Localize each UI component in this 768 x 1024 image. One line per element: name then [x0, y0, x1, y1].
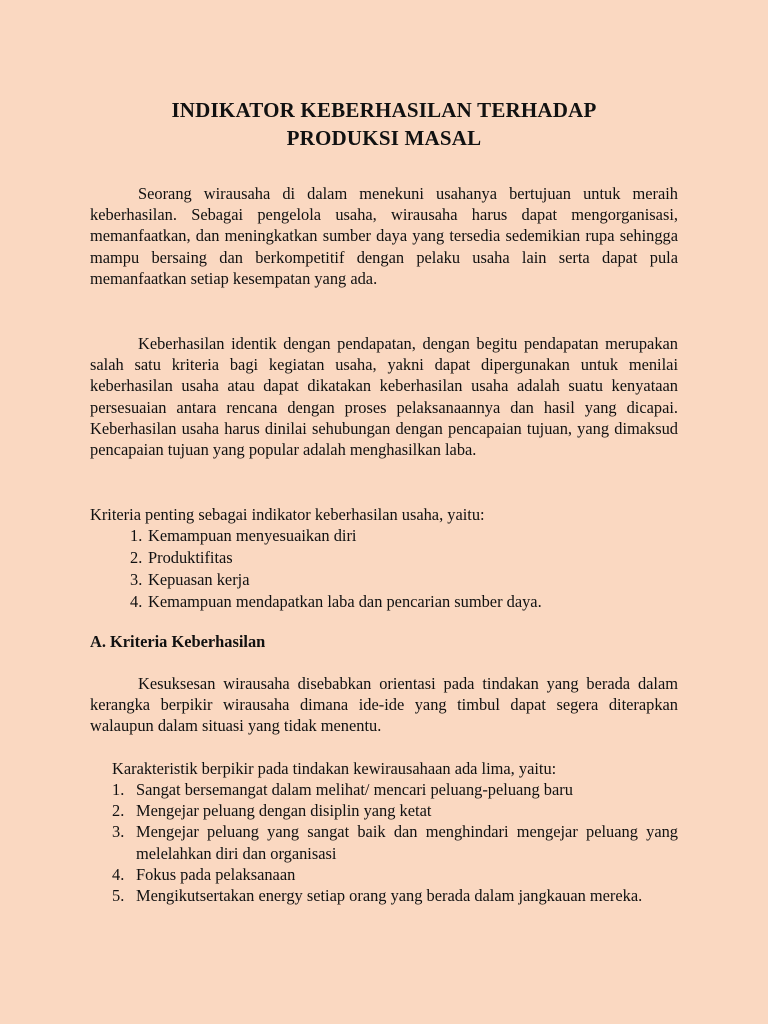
list-item [112, 864, 678, 885]
paragraph-intro: Seorang wirausaha di dalam menekuni usahanya bertujuan untuk meraih keberhasilan. Sebagai pengelola usaha, wirausaha harus dapat mengorganisasi, memanfaatkan, dan meningkatkan sumber daya yang tersedia sedemikian rupa sehingga mampu bersaing dan berkompetitif dengan pelaku usaha lain serta dapat pula memanfaatkan setiap kesempatan yang ada. [90, 184, 678, 288]
list-number: 4. [112, 864, 125, 884]
list-item [130, 569, 678, 591]
paragraph-kesuksesan: Kesuksesan wirausaha disebabkan orientasi pada tindakan yang berada dalam kerangka berpikir wirausaha dimana ide-ide yang timbul dapat segera diterapkan walaupun dalam situasi yang tidak menentu. [90, 674, 678, 736]
list-number: 2. [130, 548, 143, 567]
list-item [130, 591, 678, 613]
list-item [112, 779, 678, 800]
list-text: Mengejar peluang dengan disiplin yang ketat [136, 801, 432, 821]
list-item [130, 547, 678, 569]
list-text: Kemampuan mendapatkan laba dan pencarian sumber daya. [148, 592, 542, 611]
list-text: Mengejar peluang yang sangat baik dan menghindari mengejar peluang yang melelahkan diri dan organisasi [136, 822, 678, 863]
list-text: Kemampuan menyesuaikan diri [148, 526, 357, 545]
paragraph-keberhasilan: Keberhasilan identik dengan pendapatan, dengan begitu pendapatan merupakan salah satu kriteria bagi kegiatan usaha, yakni dapat dipergunakan untuk menilai keberhasilan usaha atau dapat dikatakan keberhasilan usaha adalah suatu kenyataan persesuaian antara rencana dengan proses pelaksanaannya dan hasil yang dicapai. Keberhasilan usaha harus dinilai sehubungan dengan pencapaian tujuan, yang dimaksud pencapaian tujuan yang popular adalah menghasilkan laba. [90, 334, 678, 460]
list-item [112, 800, 678, 821]
list-item [112, 821, 678, 863]
list-number: 3. [130, 570, 143, 589]
list-text: Produktifitas [148, 548, 233, 567]
characteristics-list [112, 779, 678, 906]
list-number: 1. [112, 780, 125, 799]
list-item [130, 525, 678, 547]
list-number: 1. [130, 526, 143, 545]
characteristics-lead: Karakteristik berpikir pada tindakan kewirausahaan ada lima, yaitu: [112, 759, 557, 778]
list-number: 2. [112, 801, 125, 821]
list-number: 5. [112, 886, 125, 906]
title-line-1: INDIKATOR KEBERHASILAN TERHADAP [171, 98, 597, 122]
criteria-lead: Kriteria penting sebagai indikator keberhasilan usaha, yaitu: [90, 505, 485, 524]
list-number: 4. [130, 592, 143, 611]
title-line-2: PRODUKSI MASAL [286, 126, 482, 150]
list-text: Sangat bersemangat dalam melihat/ mencari peluang-peluang baru [136, 780, 573, 799]
list-item [112, 885, 678, 906]
list-text: Kepuasan kerja [148, 570, 250, 589]
list-text: Fokus pada pelaksanaan [136, 864, 296, 884]
criteria-list [130, 525, 678, 613]
list-number: 3. [112, 822, 125, 842]
list-text: Mengikutsertakan energy setiap orang yang berada dalam jangkauan mereka. [136, 886, 643, 906]
page-title [90, 96, 678, 152]
section-heading: A. Kriteria Keberhasilan [90, 632, 266, 651]
